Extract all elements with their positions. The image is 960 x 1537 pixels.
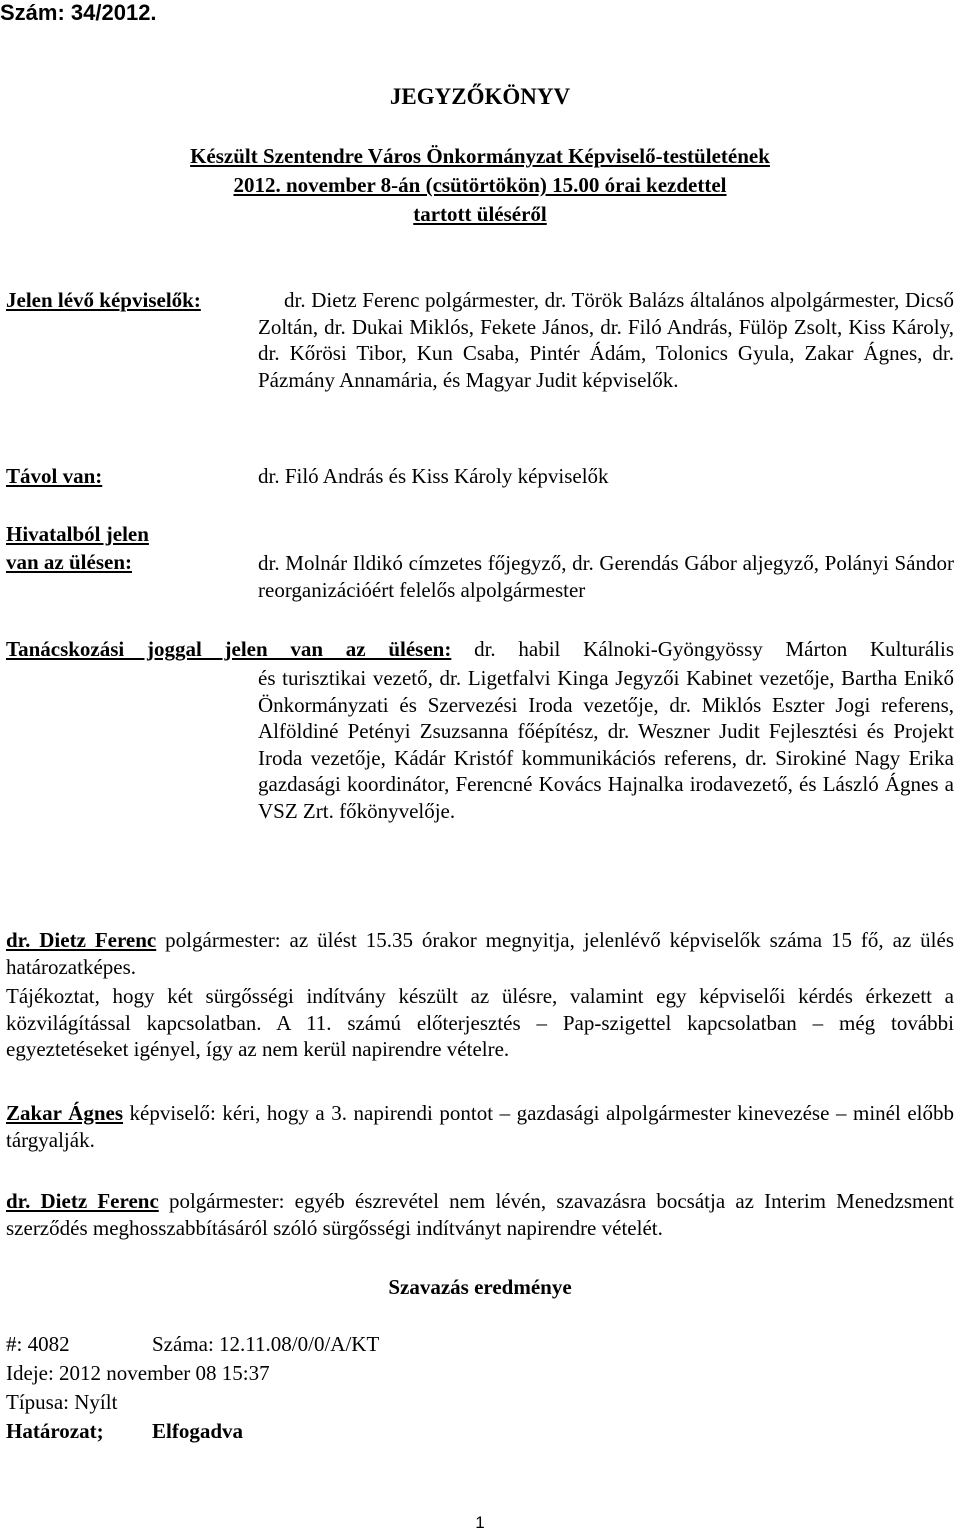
- vote-heading: Szavazás eredménye: [388, 1275, 572, 1299]
- document-title: JEGYZŐKÖNYV: [389, 84, 571, 109]
- official-attendees: dr. Molnár Ildikó címzetes főjegyző, dr. Gerendás Gábor aljegyző, Polányi Sándor reorganizációért felelős alpolgármester: [258, 551, 954, 602]
- present-members: dr. Dietz Ferenc polgármester, dr. Török Balázs általános alpolgármester, Dicső Zoltán, dr. Dukai Miklós, Fekete János, dr. Filó András, Fülöp Zsolt, Kiss Károly, dr. Kőrösi Tibor, Kun Csaba, Pintér Ádám, Tolonics Gyula, Zakar Ágnes, dr. Pázmány Annamária, és Magyar Judit képviselők.: [258, 288, 954, 392]
- paragraph-opening: [6, 927, 954, 980]
- subtitle-line-3: tartott üléséről: [413, 202, 547, 226]
- consult-first-text: dr. habil Kálnoki-Gyöngyössy Márton Kulturális: [474, 637, 955, 661]
- vote-id: #: 4082: [6, 1332, 70, 1356]
- paragraph-vote-call: [6, 1188, 954, 1241]
- present-label: Jelen lévő képviselők:: [6, 288, 201, 312]
- document-number: Szám: 34/2012.: [0, 0, 157, 25]
- vote-decision-row: [6, 1418, 243, 1445]
- paragraph-text: képviselő: kéri, hogy a 3. napirendi pontot – gazdasági alpolgármester kinevezése – minél előbb tárgyalják.: [6, 1101, 955, 1152]
- vote-id-row: [6, 1331, 379, 1358]
- absent-members: dr. Filó András és Kiss Károly képviselők: [258, 464, 609, 488]
- consult-attendees: és turisztikai vezető, dr. Ligetfalvi Kinga Jegyzői Kabinet vezetője, Bartha Enikő Önkormányzati és Szervezési Iroda vezetője, dr. Miklós Eszter Jogi referens, Alföldiné Petényi Zsuzsanna főépítész, dr. Weszner Judit Fejlesztési és Projekt Iroda vezetője, Kádár Kristóf kommunikációs referens, dr. Sirokiné Nagy Erika gazdasági koordinátor, Ferencné Kovács Hajnalka irodavezető, és László Ágnes a VSZ Zrt. főkönyvelője.: [258, 666, 954, 823]
- subtitle-line-1: Készült Szentendre Város Önkormányzat Képviselő-testületének: [190, 144, 770, 168]
- consult-label: Tanácskozási joggal jelen van az ülésen:: [6, 637, 452, 661]
- speaker-name: Zakar Ágnes: [6, 1101, 124, 1125]
- vote-decision-label: Határozat;: [6, 1419, 104, 1443]
- paragraph-text: polgármester: egyéb észrevétel nem lévén, szavazásra bocsátja az Interim Menedzsment szerződés meghosszabbításáról szóló sürgősségi indítványt napirendre vételét.: [6, 1189, 954, 1240]
- vote-number: Száma: 12.11.08/0/0/A/KT: [152, 1332, 380, 1356]
- absent-label: Távol van:: [6, 464, 103, 488]
- official-label-line-1: Hivatalból jelen: [6, 522, 149, 546]
- speaker-name: dr. Dietz Ferenc: [6, 1189, 159, 1213]
- vote-time: Ideje: 2012 november 08 15:37: [6, 1361, 270, 1385]
- official-label-line-2: van az ülésen:: [6, 550, 132, 574]
- page-number: 1: [475, 1513, 485, 1532]
- paragraph-zakar: [6, 1100, 954, 1153]
- subtitle-line-2: 2012. november 8-án (csütörtökön) 15.00 órai kezdettel: [233, 173, 727, 197]
- vote-decision-value: Elfogadva: [152, 1419, 244, 1443]
- vote-type: Típusa: Nyílt: [6, 1390, 118, 1414]
- consult-first-line: [6, 636, 954, 663]
- paragraph-information: Tájékoztat, hogy két sürgősségi indítvány készült az ülésre, valamint egy képviselői kérdés érkezett a közvilágítással kapcsolatban. A 11. számú előterjesztés – Pap-szigettel kapcsolatban – még további egyeztetéseket igényel, így az nem kerül napirendre vételre.: [6, 984, 954, 1061]
- paragraph-text: polgármester: az ülést 15.35 órakor megnyitja, jelenlévő képviselők száma 15 fő, az ülés határozatképes.: [6, 928, 954, 979]
- speaker-name: dr. Dietz Ferenc: [6, 928, 157, 952]
